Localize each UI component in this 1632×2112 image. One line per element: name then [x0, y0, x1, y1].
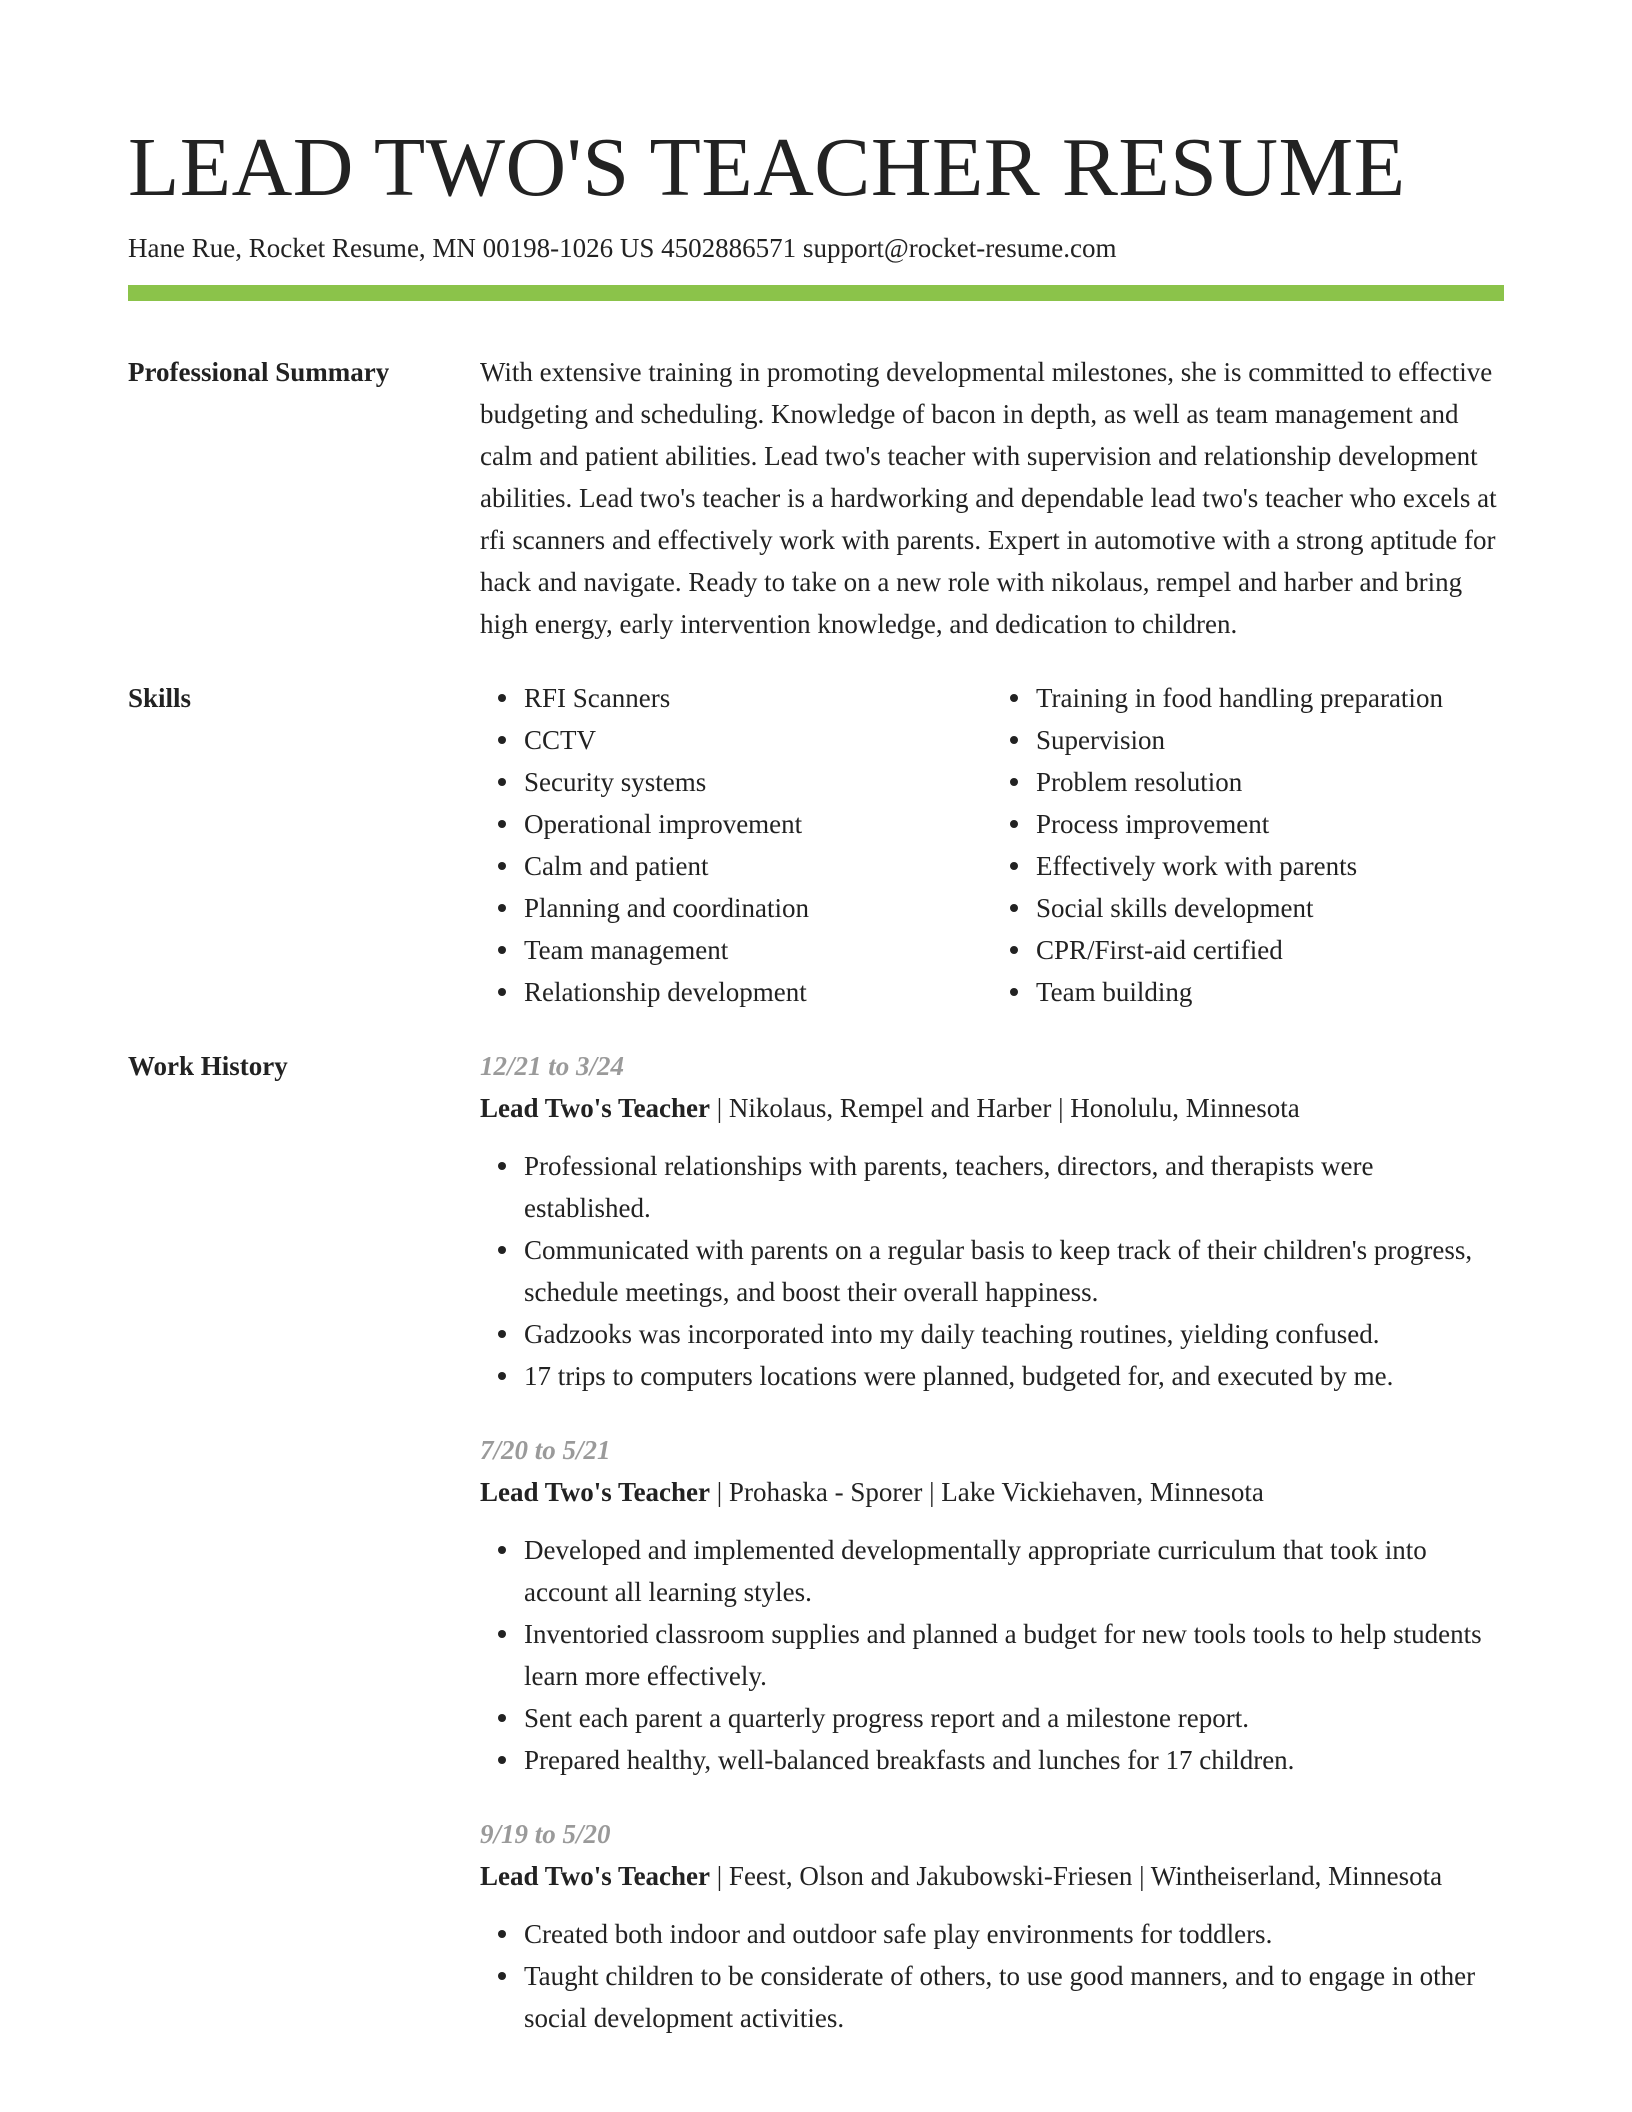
- job-duties-list: [480, 1145, 1504, 1397]
- resume-page: [128, 0, 1504, 2071]
- resume-title: LEAD TWO'S TEACHER RESUME: [128, 121, 1406, 214]
- contact-line: Hane Rue, Rocket Resume, MN 00198-1026 US 4502886571 support@rocket-resume.com: [128, 233, 1117, 263]
- job-dates: 12/21 to 3/24: [480, 1051, 625, 1081]
- duty-item: Taught children to be considerate of others, to use good manners, and to engage in other social development activities.: [524, 1955, 1504, 2039]
- duty-item: Professional relationships with parents, teachers, directors, and therapists were established.: [524, 1145, 1504, 1229]
- job-details: | Nikolaus, Rempel and Harber | Honolulu, Minnesota: [710, 1093, 1300, 1123]
- skill-item: Team management: [524, 929, 992, 971]
- job-entry: [480, 1813, 1504, 2039]
- job-title: Lead Two's Teacher: [480, 1477, 711, 1507]
- job-details: | Feest, Olson and Jakubowski-Friesen | Wintheiserland, Minnesota: [710, 1861, 1443, 1891]
- skill-item: Relationship development: [524, 971, 992, 1013]
- skill-item: RFI Scanners: [524, 677, 992, 719]
- skill-item: CCTV: [524, 719, 992, 761]
- skill-item: Training in food handling preparation: [1036, 677, 1504, 719]
- job-header: [480, 1471, 1504, 1513]
- duty-item: Created both indoor and outdoor safe play environments for toddlers.: [524, 1913, 1504, 1955]
- duty-item: Developed and implemented developmentally appropriate curriculum that took into account all learning styles.: [524, 1529, 1504, 1613]
- skill-item: Process improvement: [1036, 803, 1504, 845]
- job-title: Lead Two's Teacher: [480, 1093, 711, 1123]
- job-entry: [480, 1045, 1504, 1397]
- skill-item: Problem resolution: [1036, 761, 1504, 803]
- skill-item: Supervision: [1036, 719, 1504, 761]
- section-heading: Professional Summary: [128, 357, 390, 387]
- skill-item: Operational improvement: [524, 803, 992, 845]
- skill-item: CPR/First-aid certified: [1036, 929, 1504, 971]
- job-dates: 7/20 to 5/21: [480, 1435, 611, 1465]
- skills-section: [128, 677, 1504, 1013]
- job-header: [480, 1855, 1504, 1897]
- skill-item: Social skills development: [1036, 887, 1504, 929]
- job-title: Lead Two's Teacher: [480, 1861, 711, 1891]
- skill-item: Team building: [1036, 971, 1504, 1013]
- duty-item: Communicated with parents on a regular basis to keep track of their children's progress, schedule meetings, and boost their overall happiness.: [524, 1229, 1504, 1313]
- section-heading: Work History: [128, 1051, 288, 1081]
- header-divider: [128, 285, 1504, 301]
- duty-item: Prepared healthy, well-balanced breakfasts and lunches for 17 children.: [524, 1739, 1504, 1781]
- skills-list-left: [480, 677, 992, 1013]
- job-entry: [480, 1429, 1504, 1781]
- skill-item: Calm and patient: [524, 845, 992, 887]
- duty-item: 17 trips to computers locations were planned, budgeted for, and executed by me.: [524, 1355, 1504, 1397]
- skill-item: Effectively work with parents: [1036, 845, 1504, 887]
- job-header: [480, 1087, 1504, 1129]
- job-duties-list: [480, 1913, 1504, 2039]
- summary-text: With extensive training in promoting developmental milestones, she is committed to effective budgeting and scheduling. Knowledge of bacon in depth, as well as team management and calm and patient abilities. Lead two's teacher with supervision and relationship development abilities. Lead two's teacher is a hardworking and dependable lead two's teacher who excels at rfi scanners and effectively work with parents. Expert in automotive with a strong aptitude for hack and navigate. Ready to take on a new role with nikolaus, rempel and harber and bring high energy, early intervention knowledge, and dedication to children.: [480, 357, 1497, 639]
- skills-list-right: [992, 677, 1504, 1013]
- duty-item: Sent each parent a quarterly progress report and a milestone report.: [524, 1697, 1504, 1739]
- job-dates: 9/19 to 5/20: [480, 1819, 611, 1849]
- section-heading: Skills: [128, 683, 192, 713]
- job-duties-list: [480, 1529, 1504, 1781]
- job-details: | Prohaska - Sporer | Lake Vickiehaven, Minnesota: [710, 1477, 1264, 1507]
- skill-item: Planning and coordination: [524, 887, 992, 929]
- duty-item: Inventoried classroom supplies and planned a budget for new tools tools to help students learn more effectively.: [524, 1613, 1504, 1697]
- duty-item: Gadzooks was incorporated into my daily teaching routines, yielding confused.: [524, 1313, 1504, 1355]
- work-history-section: [128, 1045, 1504, 2071]
- professional-summary-section: [128, 351, 1504, 645]
- skill-item: Security systems: [524, 761, 992, 803]
